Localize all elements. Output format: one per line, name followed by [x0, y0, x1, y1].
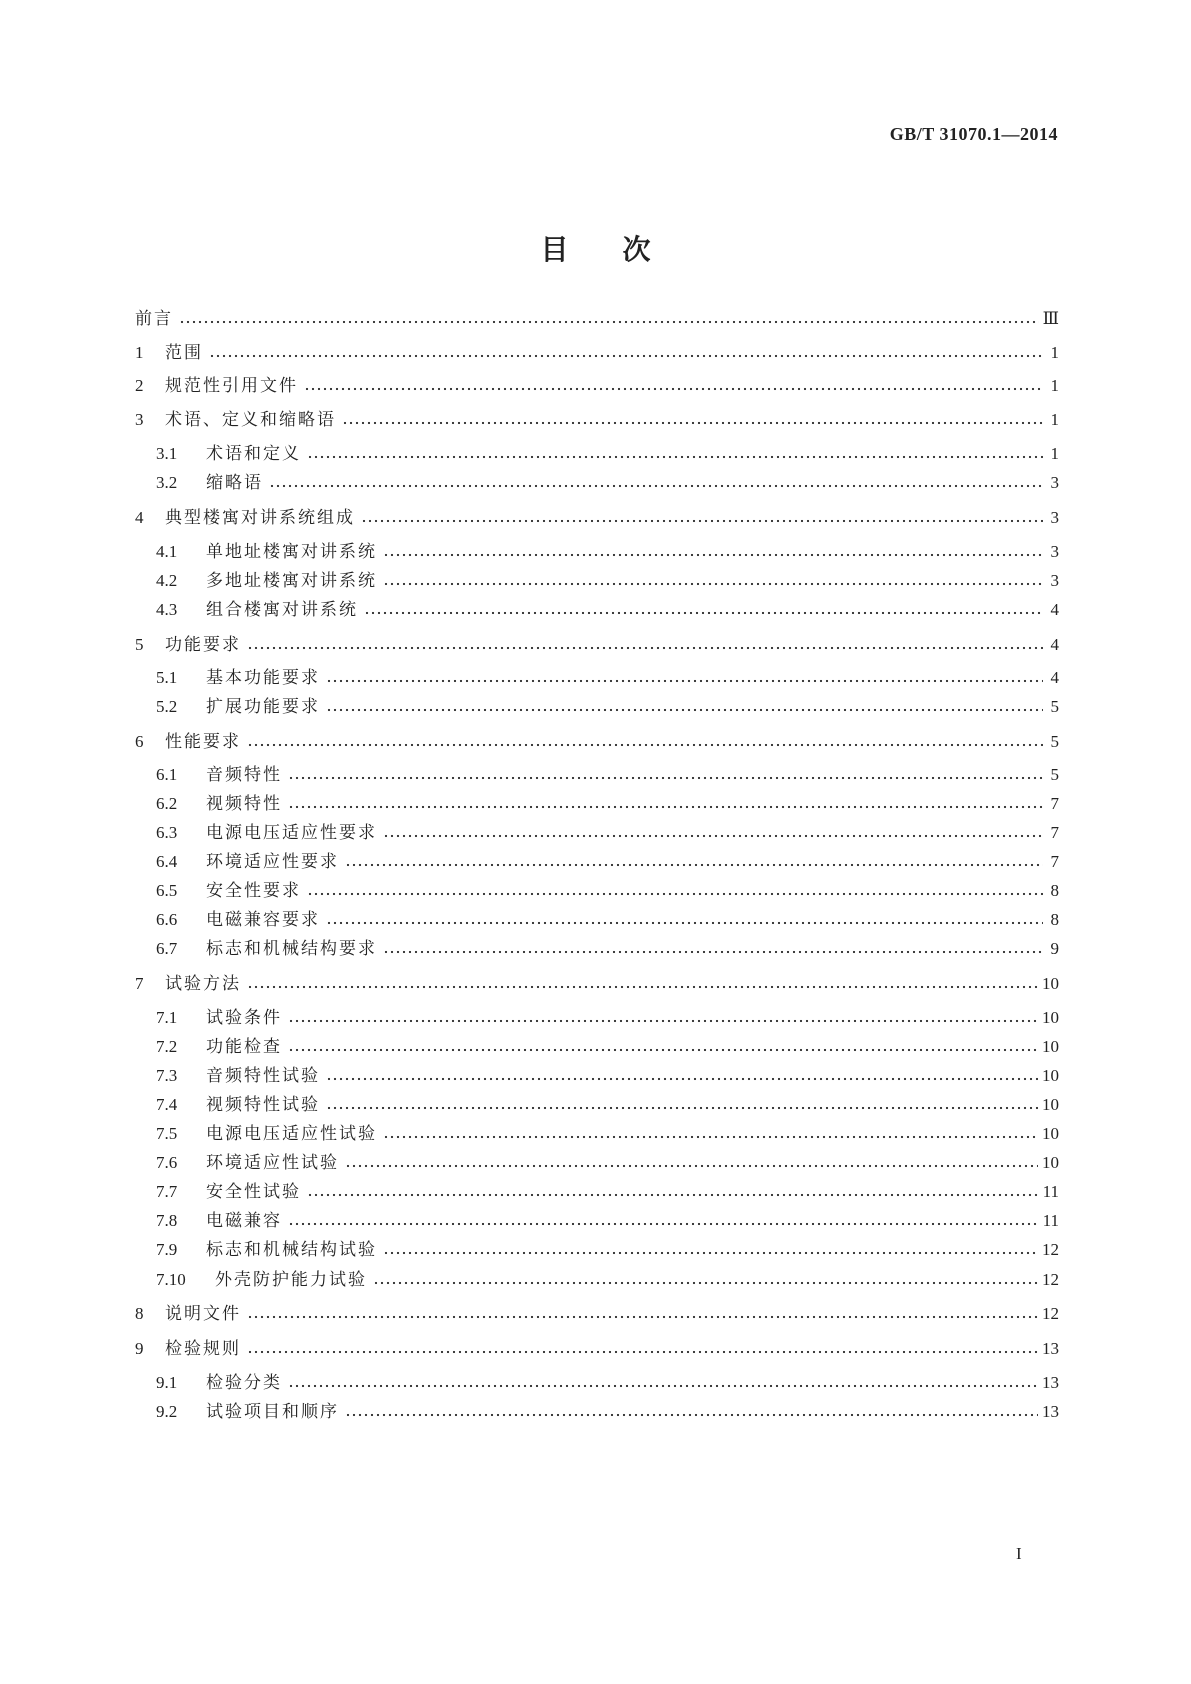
- toc-entry-number: 2: [135, 376, 144, 395]
- toc-entry-number: 7: [135, 974, 144, 993]
- toc-entry-page: 5: [1050, 732, 1059, 751]
- toc-entry-number: 4.1: [156, 542, 178, 561]
- toc-entry-number: 3: [135, 410, 144, 429]
- toc-dot-leader: [247, 742, 1043, 748]
- toc-entry-page: 11: [1042, 1211, 1059, 1230]
- toc-entry[interactable]: [156, 1150, 1059, 1174]
- page-title: 目次: [540, 233, 705, 266]
- toc-dot-leader: [247, 984, 1038, 990]
- toc-entry-page: 13: [1042, 1402, 1059, 1421]
- toc-dot-leader: [326, 1105, 1038, 1111]
- toc-entry[interactable]: [135, 1336, 1059, 1360]
- toc-entry-title: 功能检查: [206, 1037, 282, 1057]
- toc-dot-leader: [383, 949, 1043, 955]
- toc-entry-page: 12: [1042, 1270, 1059, 1289]
- toc-dot-leader: [383, 833, 1043, 839]
- toc-dot-leader: [345, 862, 1043, 868]
- toc-entry-number: 4.2: [156, 571, 178, 590]
- toc-entry[interactable]: [156, 665, 1059, 689]
- toc-entry-number: 7.5: [156, 1124, 178, 1143]
- toc-dot-leader: [247, 1349, 1038, 1355]
- toc-entry-number: 6.1: [156, 765, 178, 784]
- toc-entry-number: 7.10: [156, 1270, 186, 1289]
- toc-entry-number: 6.6: [156, 910, 178, 929]
- toc-entry-title: 多地址楼寓对讲系统: [206, 571, 377, 591]
- toc-dot-leader: [342, 420, 1043, 426]
- toc-entry-page: 10: [1042, 1066, 1059, 1085]
- toc-entry-title: 术语和定义: [206, 444, 301, 464]
- toc-entry-title: 检验分类: [206, 1373, 282, 1393]
- toc-entry-page: 1: [1050, 376, 1059, 395]
- toc-entry-page: 3: [1050, 473, 1059, 492]
- toc-dot-leader: [288, 804, 1043, 810]
- toc-dot-leader: [307, 1192, 1039, 1198]
- toc-entry-title: 安全性要求: [206, 881, 301, 901]
- toc-dot-leader: [345, 1412, 1038, 1418]
- toc-entry-title: 外壳防护能力试验: [215, 1270, 367, 1290]
- toc-entry-number: 4.3: [156, 600, 178, 619]
- toc-entry-page: 8: [1050, 910, 1059, 929]
- toc-entry[interactable]: [156, 568, 1059, 592]
- toc-entry-title: 扩展功能要求: [206, 697, 320, 717]
- toc-dot-leader: [288, 1018, 1038, 1024]
- toc-entry-page: 8: [1050, 881, 1059, 900]
- toc-entry-title: 电源电压适应性要求: [206, 823, 377, 843]
- toc-dot-leader: [373, 1280, 1038, 1286]
- toc-entry[interactable]: [135, 971, 1059, 995]
- toc-entry-number: 6.5: [156, 881, 178, 900]
- toc-entry[interactable]: [156, 820, 1059, 844]
- toc-entry[interactable]: [135, 373, 1059, 397]
- toc-entry-page: Ⅲ: [1042, 309, 1059, 328]
- toc-entry-page: 4: [1050, 668, 1059, 687]
- toc-entry-page: 13: [1042, 1339, 1059, 1358]
- toc-entry[interactable]: [135, 632, 1059, 656]
- toc-entry-number: 6: [135, 732, 144, 751]
- toc-entry-number: 9.2: [156, 1402, 178, 1421]
- toc-entry-number: 7.2: [156, 1037, 178, 1056]
- toc-dot-leader: [326, 1076, 1038, 1082]
- page-number: I: [1016, 1544, 1022, 1563]
- toc-entry[interactable]: [135, 729, 1059, 753]
- toc-entry-title: 试验条件: [206, 1008, 282, 1028]
- toc-entry-page: 9: [1050, 939, 1059, 958]
- toc-entry-page: 3: [1050, 542, 1059, 561]
- toc-entry-title: 标志和机械结构要求: [206, 939, 377, 959]
- toc-entry[interactable]: [156, 907, 1059, 931]
- toc-dot-leader: [364, 610, 1043, 616]
- toc-entry-title: 功能要求: [165, 635, 241, 655]
- toc-dot-leader: [326, 920, 1043, 926]
- toc-entry-page: 10: [1042, 1037, 1059, 1056]
- toc-dot-leader: [307, 891, 1043, 897]
- toc-entry-page: 1: [1050, 343, 1059, 362]
- toc-entry[interactable]: [156, 1208, 1059, 1232]
- toc-entry[interactable]: [156, 936, 1059, 960]
- toc-entry-page: 10: [1042, 1153, 1059, 1172]
- toc-dot-leader: [304, 386, 1043, 392]
- toc-entry-page: 4: [1050, 600, 1059, 619]
- toc-entry-title: 前言: [135, 309, 173, 329]
- toc-entry[interactable]: [156, 441, 1059, 465]
- toc-dot-leader: [247, 1314, 1038, 1320]
- toc-entry-number: 5: [135, 635, 144, 654]
- standard-code: GB/T 31070.1—2014: [889, 124, 1058, 144]
- toc-dot-leader: [383, 581, 1043, 587]
- toc-dot-leader: [179, 319, 1039, 325]
- toc-entry-page: 12: [1042, 1304, 1059, 1323]
- toc-dot-leader: [383, 1250, 1038, 1256]
- toc-entry-number: 7.6: [156, 1153, 178, 1172]
- toc-entry-number: 7.8: [156, 1211, 178, 1230]
- toc-dot-leader: [288, 1221, 1039, 1227]
- toc-entry-title: 视频特性: [206, 794, 282, 814]
- toc-entry-title: 典型楼寓对讲系统组成: [165, 508, 355, 528]
- toc-entry-page: 12: [1042, 1240, 1059, 1259]
- toc-entry-page: 10: [1042, 1124, 1059, 1143]
- toc-entry-title: 音频特性: [206, 765, 282, 785]
- toc-entry-number: 3.1: [156, 444, 178, 463]
- toc-dot-leader: [307, 454, 1043, 460]
- toc-dot-leader: [288, 1383, 1038, 1389]
- toc-entry-number: 4: [135, 508, 144, 527]
- toc-entry-number: 1: [135, 343, 144, 362]
- toc-entry[interactable]: [156, 1121, 1059, 1145]
- toc-dot-leader: [288, 775, 1043, 781]
- toc-entry-title: 术语、定义和缩略语: [165, 410, 336, 430]
- toc-entry-number: 6.7: [156, 939, 178, 958]
- toc-entry[interactable]: [156, 1179, 1059, 1203]
- toc-entry-title: 范围: [165, 343, 203, 363]
- toc-entry-title: 电源电压适应性试验: [206, 1124, 377, 1144]
- toc-entry-number: 7.9: [156, 1240, 178, 1259]
- toc-entry-title: 试验方法: [165, 974, 241, 994]
- toc-entry-page: 3: [1050, 508, 1059, 527]
- toc-entry-title: 安全性试验: [206, 1182, 301, 1202]
- toc-entry-page: 1: [1050, 444, 1059, 463]
- toc-entry[interactable]: [156, 1092, 1059, 1116]
- toc-entry[interactable]: [135, 407, 1059, 431]
- toc-entry-title: 组合楼寓对讲系统: [206, 600, 358, 620]
- toc-entry-title: 电磁兼容要求: [206, 910, 320, 930]
- toc-entry-number: 3.2: [156, 473, 178, 492]
- toc-entry-title: 音频特性试验: [206, 1066, 320, 1086]
- toc-entry-page: 7: [1050, 852, 1059, 871]
- toc-dot-leader: [247, 645, 1043, 651]
- toc-dot-leader: [345, 1163, 1038, 1169]
- toc-entry-page: 10: [1042, 1095, 1059, 1114]
- toc-entry-page: 10: [1042, 1008, 1059, 1027]
- toc-entry-title: 环境适应性要求: [206, 852, 339, 872]
- toc-entry-number: 5.1: [156, 668, 178, 687]
- toc-dot-leader: [383, 552, 1043, 558]
- toc-dot-leader: [326, 678, 1043, 684]
- toc-entry-number: 5.2: [156, 697, 178, 716]
- toc-entry[interactable]: [156, 1005, 1059, 1029]
- toc-entry-page: 7: [1050, 794, 1059, 813]
- toc-entry-number: 7.1: [156, 1008, 178, 1027]
- toc-entry-number: 8: [135, 1304, 144, 1323]
- toc-entry-number: 7.7: [156, 1182, 178, 1201]
- toc-dot-leader: [288, 1047, 1038, 1053]
- toc-entry[interactable]: [156, 694, 1059, 718]
- toc-entry-title: 性能要求: [165, 732, 241, 752]
- toc-entry-page: 13: [1042, 1373, 1059, 1392]
- toc-entry-number: 7.3: [156, 1066, 178, 1085]
- toc-entry[interactable]: [156, 849, 1059, 873]
- toc-entry[interactable]: [156, 597, 1059, 621]
- toc-entry[interactable]: [156, 1034, 1059, 1058]
- toc-entry-title: 单地址楼寓对讲系统: [206, 542, 377, 562]
- toc-dot-leader: [209, 353, 1043, 359]
- toc-entry-number: 7.4: [156, 1095, 178, 1114]
- toc-entry-page: 10: [1042, 974, 1059, 993]
- toc-entry-title: 规范性引用文件: [165, 376, 298, 396]
- toc-entry-page: 1: [1050, 410, 1059, 429]
- toc-entry-title: 试验项目和顺序: [206, 1402, 339, 1422]
- toc-dot-leader: [269, 483, 1043, 489]
- toc-entry[interactable]: [135, 340, 1059, 364]
- toc-entry-number: 9.1: [156, 1373, 178, 1392]
- toc-entry-page: 4: [1050, 635, 1059, 654]
- toc-dot-leader: [383, 1134, 1038, 1140]
- toc-entry-page: 11: [1042, 1182, 1059, 1201]
- toc-entry[interactable]: [156, 1399, 1059, 1423]
- toc-entry-title: 说明文件: [165, 1304, 241, 1324]
- toc-entry[interactable]: [156, 1267, 1059, 1291]
- toc-entry-page: 5: [1050, 697, 1059, 716]
- toc-entry[interactable]: [156, 1063, 1059, 1087]
- toc-dot-leader: [361, 518, 1043, 524]
- toc-entry-title: 缩略语: [206, 473, 263, 493]
- toc-entry-page: 7: [1050, 823, 1059, 842]
- toc-entry[interactable]: [156, 539, 1059, 563]
- toc-entry-number: 6.2: [156, 794, 178, 813]
- toc-entry[interactable]: [156, 791, 1059, 815]
- toc-entry-number: 9: [135, 1339, 144, 1358]
- toc-entry-title: 电磁兼容: [206, 1211, 282, 1231]
- toc-entry[interactable]: [135, 1301, 1059, 1325]
- toc-entry-title: 环境适应性试验: [206, 1153, 339, 1173]
- toc-entry-number: 6.3: [156, 823, 178, 842]
- toc-entry-title: 基本功能要求: [206, 668, 320, 688]
- toc-entry-number: 6.4: [156, 852, 178, 871]
- toc-entry-title: 检验规则: [165, 1339, 241, 1359]
- toc-entry-title: 视频特性试验: [206, 1095, 320, 1115]
- toc-entry-title: 标志和机械结构试验: [206, 1240, 377, 1260]
- toc-dot-leader: [326, 707, 1043, 713]
- toc-entry[interactable]: [156, 470, 1059, 494]
- toc-entry[interactable]: [156, 878, 1059, 902]
- toc-entry-page: 3: [1050, 571, 1059, 590]
- toc-entry[interactable]: [135, 306, 1059, 330]
- toc-entry-page: 5: [1050, 765, 1059, 784]
- toc-entry[interactable]: [156, 1370, 1059, 1394]
- toc-entry[interactable]: [135, 505, 1059, 529]
- toc-entry[interactable]: [156, 1237, 1059, 1261]
- toc-entry[interactable]: [156, 762, 1059, 786]
